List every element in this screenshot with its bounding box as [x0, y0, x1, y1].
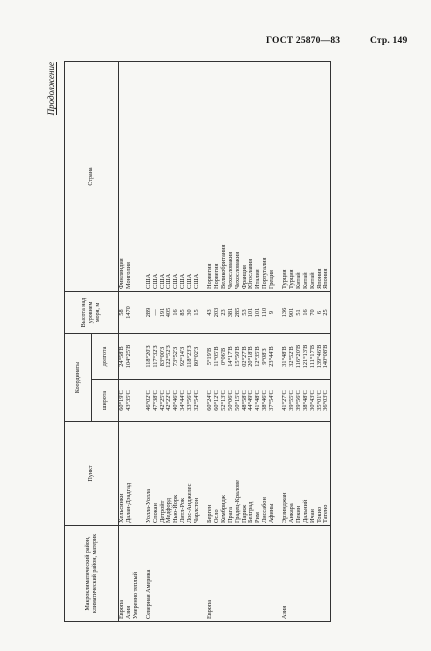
longitude-cell: 104°25'В: [126, 333, 133, 379]
point-cell: Лиссабон: [262, 422, 269, 526]
country-cell: Монголия: [126, 61, 133, 291]
point-cell: Нью-Йорк: [173, 422, 180, 526]
point-cell: Градец-Кралове: [235, 422, 242, 526]
region-cell: [269, 526, 276, 622]
region-cell: [317, 526, 324, 622]
longitude-cell: 11°05'В: [214, 333, 221, 379]
country-cell: Великобритания: [221, 61, 228, 291]
point-cell: Афины: [269, 422, 276, 526]
elevation-cell: —: [153, 291, 160, 333]
longitude-cell: 23°44'В: [269, 333, 276, 379]
longitude-cell: 140°08'В: [323, 333, 330, 379]
table-row: [248, 61, 255, 621]
region-cell: Азия: [282, 526, 289, 622]
elevation-cell: [133, 291, 140, 333]
region-cell: [255, 526, 262, 622]
country-cell: Япония: [317, 61, 324, 291]
elevation-cell: 25: [323, 291, 330, 333]
region-cell: Азия: [126, 526, 133, 622]
region-cell: [173, 526, 180, 622]
point-cell: Чарлстон: [194, 422, 201, 526]
country-cell: США: [160, 61, 167, 291]
point-cell: Литл-Рок: [180, 422, 187, 526]
table-row: [187, 61, 194, 621]
latitude-cell: 30°43'С: [310, 380, 317, 422]
country-cell: Турция: [289, 61, 296, 291]
latitude-cell: 34°44'С: [180, 380, 187, 422]
longitude-cell: 121°13'В: [303, 333, 310, 379]
region-cell: [228, 526, 235, 622]
region-cell: [160, 526, 167, 622]
country-cell: США: [173, 61, 180, 291]
region-cell: [187, 526, 194, 622]
latitude-cell: 32°54'С: [194, 380, 201, 422]
point-cell: Медфорд: [166, 422, 173, 526]
rotated-table-area: [40, 62, 380, 622]
region-cell: Европа: [119, 526, 126, 622]
table-row: [235, 61, 242, 621]
country-cell: США: [166, 61, 173, 291]
table-row: [296, 61, 303, 621]
latitude-cell: 41°48'С: [255, 380, 262, 422]
longitude-cell: 02°27'В: [242, 333, 249, 379]
elevation-cell: 53: [242, 291, 249, 333]
elevation-cell: 15: [194, 291, 201, 333]
table-row: [119, 61, 126, 621]
latitude-cell: 38°46'С: [262, 380, 269, 422]
longitude-cell: 9°08'З: [262, 333, 269, 379]
col-latitude: широта: [92, 380, 119, 422]
country-cell: Норвегия: [207, 61, 214, 291]
elevation-cell: 85: [180, 291, 187, 333]
region-cell: [153, 526, 160, 622]
continuation-label: Продолжение: [46, 62, 56, 116]
elevation-cell: 289: [146, 291, 153, 333]
point-cell: Рим: [255, 422, 262, 526]
country-cell: Италия: [255, 61, 262, 291]
country-cell: США: [153, 61, 160, 291]
table-row: [160, 61, 167, 621]
country-cell: Китай: [296, 61, 303, 291]
table-row: [221, 61, 228, 621]
table-row: [323, 61, 330, 621]
longitude-cell: 15°50'В: [235, 333, 242, 379]
longitude-cell: 83°00'З: [160, 333, 167, 379]
point-cell: Детройт: [160, 422, 167, 526]
longitude-cell: 20°18'В: [248, 333, 255, 379]
region-cell: [296, 526, 303, 622]
latitude-cell: 60°24'С: [207, 380, 214, 422]
elevation-cell: 6: [317, 291, 324, 333]
table-row: [262, 61, 269, 621]
point-cell: Эрзинджан: [282, 422, 289, 526]
point-cell: Прага: [228, 422, 235, 526]
point-cell: Ичан: [310, 422, 317, 526]
longitude-cell: 80°02'З: [194, 333, 201, 379]
latitude-cell: 33°56'С: [187, 380, 194, 422]
latitude-cell: 40°46'С: [173, 380, 180, 422]
longitude-cell: 92°14'З: [180, 333, 187, 379]
col-elevation: Высота над уровнем моря, м: [65, 291, 119, 333]
longitude-cell: 116°20'В: [296, 333, 303, 379]
table-row: [303, 61, 310, 621]
latitude-cell: 37°54'С: [269, 380, 276, 422]
elevation-cell: 58: [119, 291, 126, 333]
elevation-cell: 30: [187, 291, 194, 333]
region-cell: [323, 526, 330, 622]
point-cell: Белград: [248, 422, 255, 526]
elevation-cell: 381: [228, 291, 235, 333]
page-number: Стр. 149: [370, 36, 408, 46]
country-cell: США: [146, 61, 153, 291]
country-cell: США: [187, 61, 194, 291]
table-row: [146, 61, 153, 621]
climate-points-table: [64, 61, 331, 622]
country-cell: США: [180, 61, 187, 291]
elevation-cell: 23: [221, 291, 228, 333]
point-cell: Лос-Анджелес: [187, 422, 194, 526]
elevation-cell: 110: [262, 291, 269, 333]
latitude-cell: 47°38'С: [153, 380, 160, 422]
col-region: Макроклиматический район, климатический район, материк: [65, 526, 119, 622]
point-cell: [133, 422, 140, 526]
elevation-cell: 43: [207, 291, 214, 333]
table-row: [317, 61, 324, 621]
col-point: Пункт: [65, 422, 119, 526]
point-cell: Спокан: [153, 422, 160, 526]
latitude-cell: 48°58'С: [242, 380, 249, 422]
elevation-cell: 203: [214, 291, 221, 333]
region-cell: [303, 526, 310, 622]
longitude-cell: 12°35'В: [255, 333, 262, 379]
region-cell: [248, 526, 255, 622]
point-cell: Дальний: [303, 422, 310, 526]
elevation-cell: 405: [166, 291, 173, 333]
elevation-cell: 51: [296, 291, 303, 333]
point-cell: Далан-Дзадгад: [126, 422, 133, 526]
region-cell: [166, 526, 173, 622]
country-cell: Чехословакия: [235, 61, 242, 291]
point-cell: Татено: [323, 422, 330, 526]
country-cell: Турция: [282, 61, 289, 291]
table-row: [289, 61, 296, 621]
table-row: [126, 61, 133, 621]
longitude-cell: 139°46'В: [317, 333, 324, 379]
latitude-cell: 42°22'С: [166, 380, 173, 422]
point-cell: Берген: [207, 422, 214, 526]
table-row: [310, 61, 317, 621]
country-cell: Норвегия: [214, 61, 221, 291]
region-cell: [242, 526, 249, 622]
country-cell: Япония: [323, 61, 330, 291]
country-cell: [133, 61, 140, 291]
table-row: [255, 61, 262, 621]
country-cell: Китай: [310, 61, 317, 291]
country-cell: Финляндия: [119, 61, 126, 291]
latitude-cell: 52°13'С: [221, 380, 228, 422]
longitude-cell: 73°52'З: [173, 333, 180, 379]
region-cell: [262, 526, 269, 622]
latitude-cell: 35°01'С: [317, 380, 324, 422]
longitude-cell: [133, 333, 140, 379]
table-row: [242, 61, 249, 621]
elevation-cell: 191: [160, 291, 167, 333]
longitude-cell: 0°06'В: [221, 333, 228, 379]
table-row: [194, 61, 201, 621]
region-cell: [221, 526, 228, 622]
point-cell: Анкара: [289, 422, 296, 526]
country-cell: Греция: [269, 61, 276, 291]
table-row: [180, 61, 187, 621]
latitude-cell: 36°03'С: [323, 380, 330, 422]
point-cell: Париж: [242, 422, 249, 526]
point-cell: Кембридж: [221, 422, 228, 526]
table-row: [282, 61, 289, 621]
region-cell: [180, 526, 187, 622]
table-row: [214, 61, 221, 621]
latitude-cell: 60°12'С: [214, 380, 221, 422]
elevation-cell: 901: [289, 291, 296, 333]
longitude-cell: 24°58'В: [119, 333, 126, 379]
region-cell: Европа: [207, 526, 214, 622]
region-cell: [194, 526, 201, 622]
elevation-cell: 70: [310, 291, 317, 333]
standard-number: ГОСТ 25870—83: [266, 36, 341, 46]
longitude-cell: 117°32'З: [153, 333, 160, 379]
elevation-cell: 9: [269, 291, 276, 333]
region-cell: Северная Америка: [146, 526, 153, 622]
region-cell: [310, 526, 317, 622]
table-row: [166, 61, 173, 621]
table-row: [173, 61, 180, 621]
table-row: [269, 61, 276, 621]
point-cell: Пекин: [296, 422, 303, 526]
country-cell: Югославия: [248, 61, 255, 291]
region-cell: [289, 526, 296, 622]
latitude-cell: 46°02'С: [146, 380, 153, 422]
point-cell: Осло: [214, 422, 221, 526]
longitude-cell: 31°48'В: [282, 333, 289, 379]
table-header-row: [65, 61, 92, 621]
longitude-cell: 122°52'З: [166, 333, 173, 379]
col-country: Страна: [65, 61, 119, 291]
elevation-cell: 16: [173, 291, 180, 333]
longitude-cell: 118°20'З: [146, 333, 153, 379]
latitude-cell: 39°55'С: [289, 380, 296, 422]
country-cell: Чехословакия: [228, 61, 235, 291]
point-cell: Уолла-Уолла: [146, 422, 153, 526]
region-cell: [214, 526, 221, 622]
latitude-cell: 38°48'С: [303, 380, 310, 422]
latitude-cell: 39°56'С: [296, 380, 303, 422]
latitude-cell: 44°49'С: [248, 380, 255, 422]
country-cell: Франция: [242, 61, 249, 291]
country-cell: Португалия: [262, 61, 269, 291]
table-row: [207, 61, 214, 621]
region-cell: [235, 526, 242, 622]
longitude-cell: 111°17'В: [310, 333, 317, 379]
point-cell: Токио: [317, 422, 324, 526]
elevation-cell: 101: [248, 291, 255, 333]
col-coords: Координаты: [65, 333, 92, 421]
elevation-cell: 101: [255, 291, 262, 333]
elevation-cell: 285: [235, 291, 242, 333]
elevation-cell: 16: [303, 291, 310, 333]
table-row: [228, 61, 235, 621]
point-cell: Хельсинки: [119, 422, 126, 526]
table-row: [133, 61, 140, 621]
country-cell: США: [194, 61, 201, 291]
table-body: [119, 61, 331, 621]
latitude-cell: 50°15'С: [235, 380, 242, 422]
country-cell: Китай: [303, 61, 310, 291]
latitude-cell: 43°35'С: [126, 380, 133, 422]
longitude-cell: 5°19'В: [207, 333, 214, 379]
latitude-cell: 60°19'С: [119, 380, 126, 422]
latitude-cell: [133, 380, 140, 422]
longitude-cell: 32°52'В: [289, 333, 296, 379]
elevation-cell: 136: [282, 291, 289, 333]
region-cell: Умеренно теплый: [133, 526, 140, 622]
table-row: [153, 61, 160, 621]
latitude-cell: 50°06'С: [228, 380, 235, 422]
elevation-cell: 1470: [126, 291, 133, 333]
latitude-cell: 42°25'С: [160, 380, 167, 422]
latitude-cell: 41°27'С: [282, 380, 289, 422]
longitude-cell: 118°23'З: [187, 333, 194, 379]
col-longitude: долгота: [92, 333, 119, 379]
longitude-cell: 14°17'В: [228, 333, 235, 379]
